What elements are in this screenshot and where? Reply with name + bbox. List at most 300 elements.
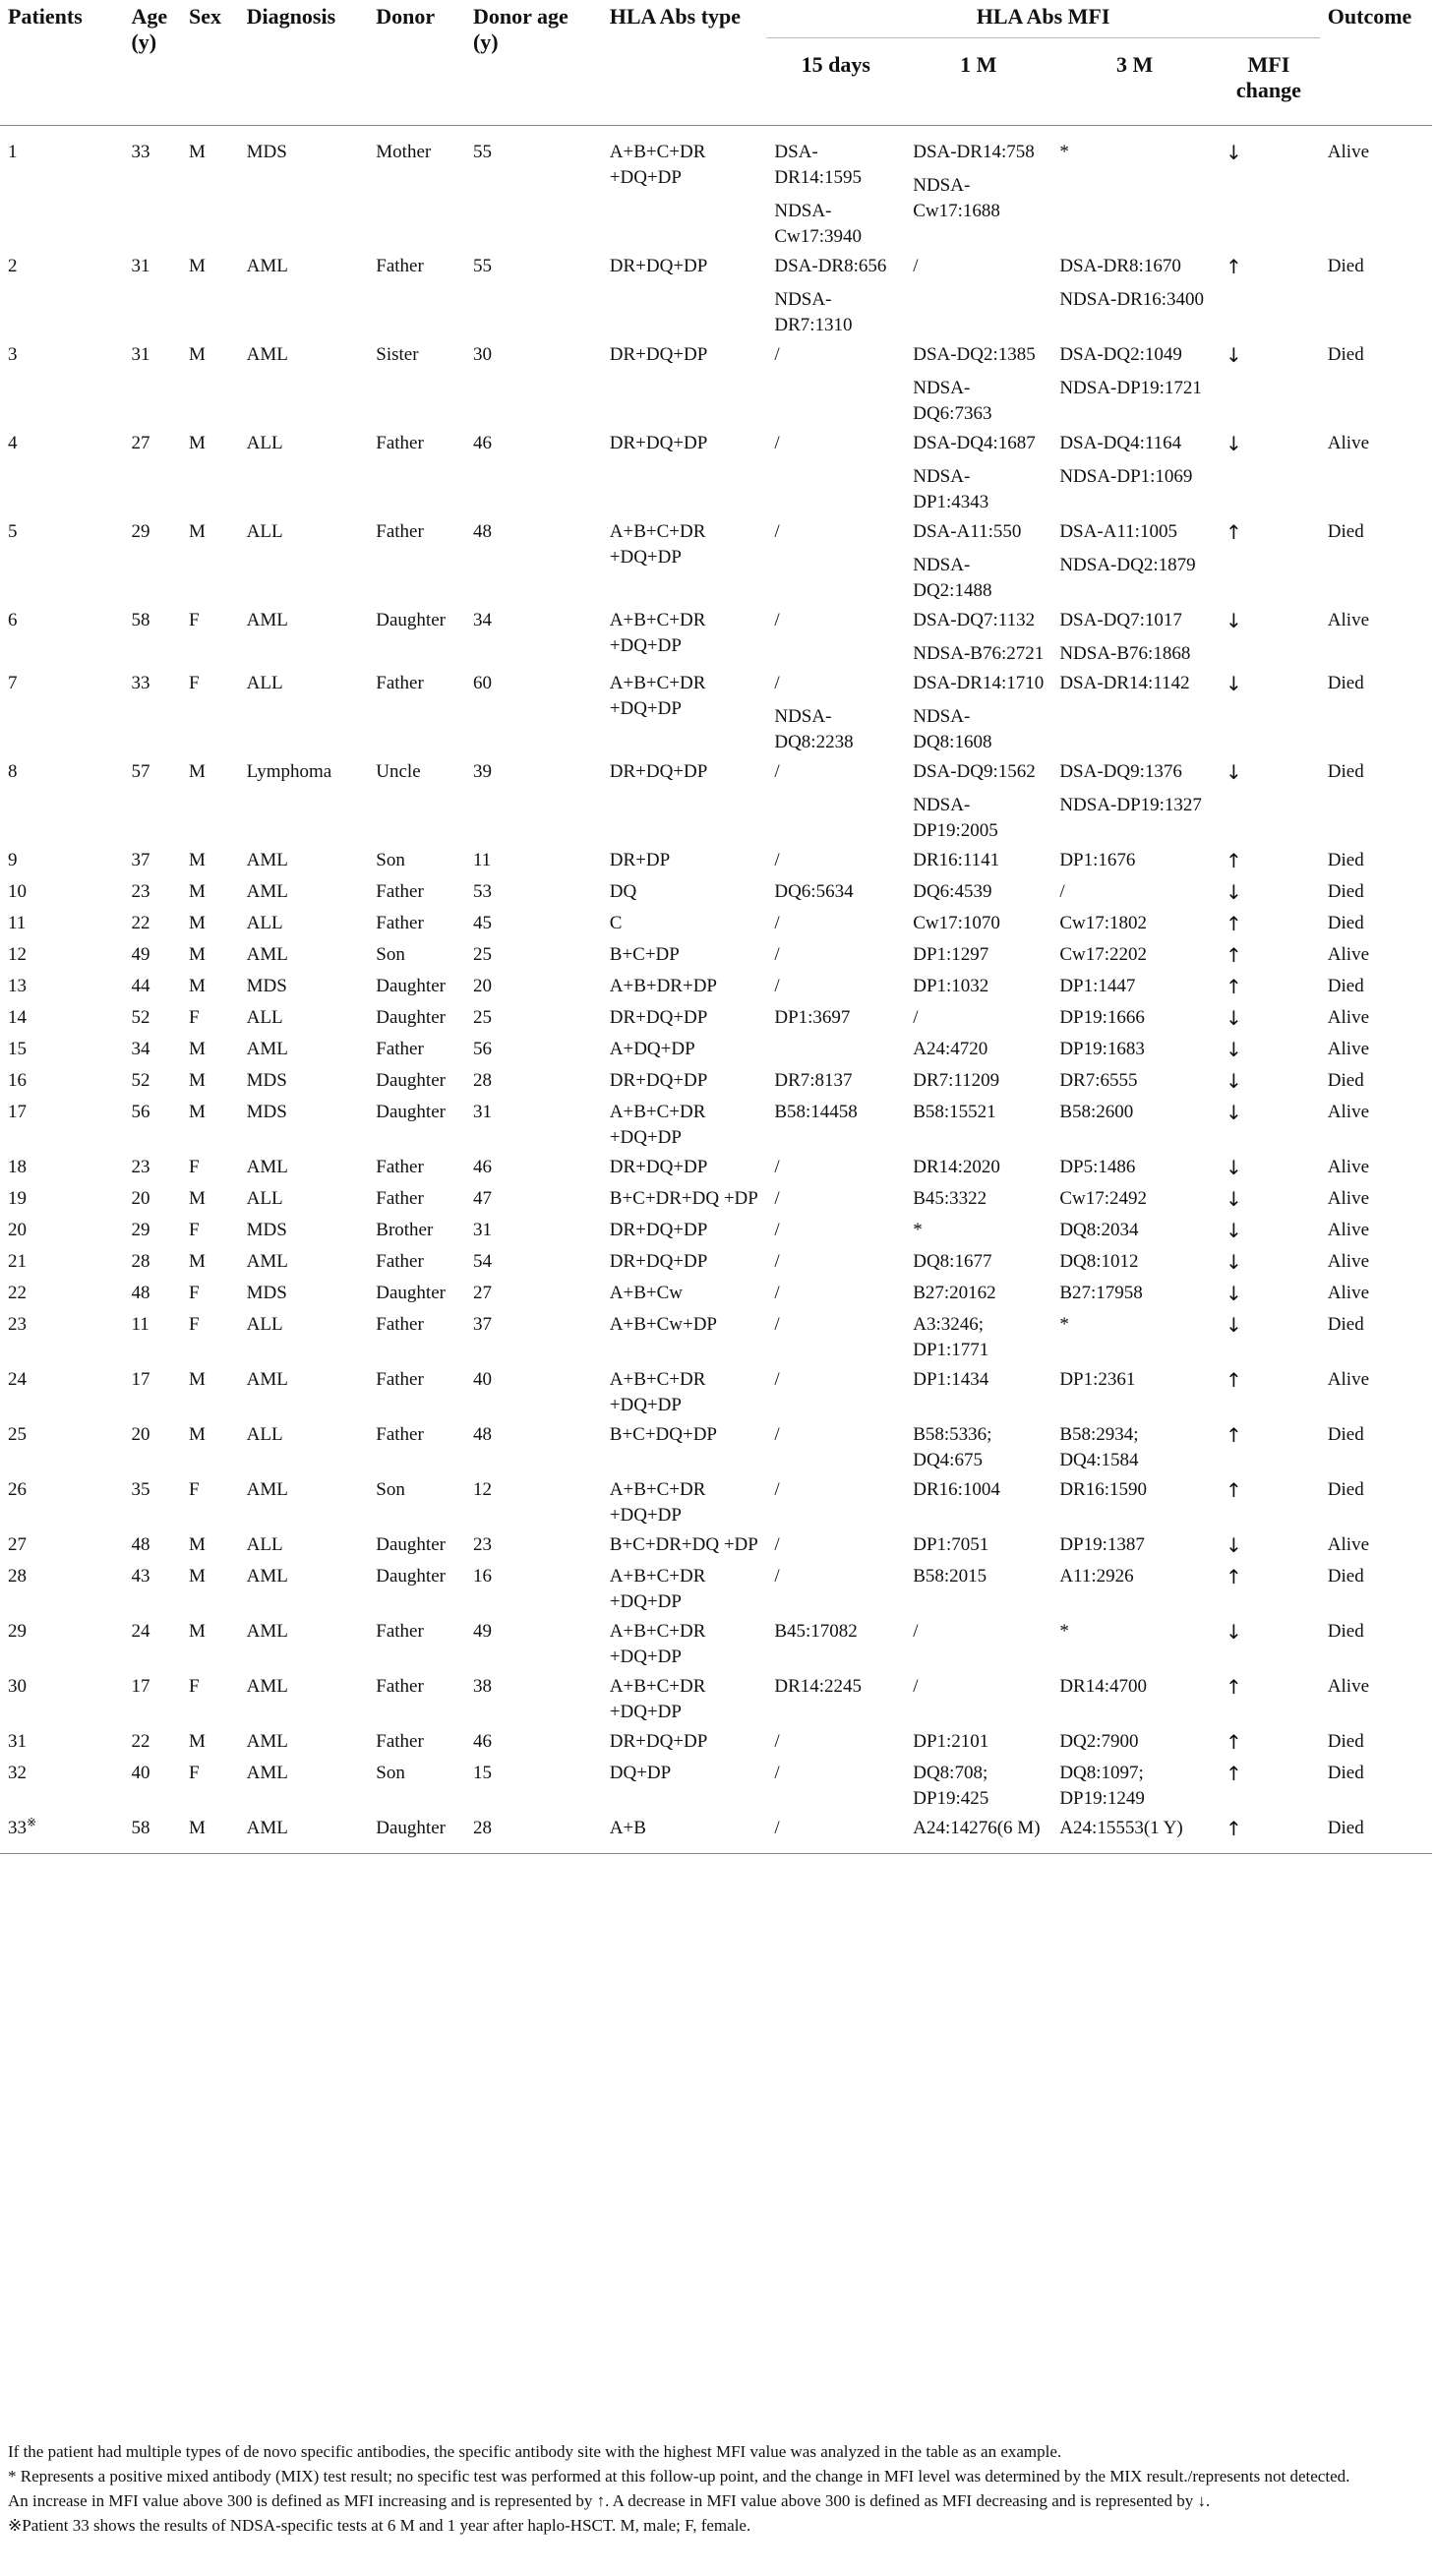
patient-sex: M xyxy=(189,1424,206,1445)
outcome: Died xyxy=(1327,881,1364,902)
donor-relation: Father xyxy=(376,1731,424,1752)
diagnosis-cell xyxy=(239,1066,369,1098)
mfi-1-month-value: / xyxy=(913,256,919,276)
donor-relation-cell xyxy=(368,1035,465,1066)
outcome: Died xyxy=(1327,521,1364,542)
mfi-15-days-value: / xyxy=(774,1369,780,1390)
donor-age-cell xyxy=(465,940,602,972)
patient-sex: F xyxy=(189,1314,200,1335)
mfi-change-cell xyxy=(1218,1003,1320,1035)
patient-sex: M xyxy=(189,256,206,276)
mfi-1-month-value: B45:3322 xyxy=(913,1188,987,1209)
outcome-cell xyxy=(1320,1035,1432,1066)
mfi-1-month-cell xyxy=(905,1672,1051,1727)
patient-sex-cell xyxy=(181,1184,239,1216)
mfi-change-cell xyxy=(1218,429,1320,517)
donor-relation: Uncle xyxy=(376,761,421,782)
mfi-3-months-value: Cw17:2492 xyxy=(1059,1188,1147,1209)
mfi-1-month-cell xyxy=(905,1814,1051,1854)
donor-age-cell xyxy=(465,606,602,669)
mfi-15-days-value: B58:14458 xyxy=(774,1102,858,1122)
patient-id-cell xyxy=(0,1420,123,1475)
donor-age-cell xyxy=(465,1066,602,1098)
diagnosis: AML xyxy=(246,1621,288,1642)
patient-id-cell xyxy=(0,757,123,846)
donor-relation: Daughter xyxy=(376,1070,446,1091)
mfi-15-days-value: / xyxy=(774,1283,780,1303)
mfi-15-days-value: DR14:2245 xyxy=(774,1676,863,1697)
mfi-3-months-value: DP19:1387 xyxy=(1059,1534,1145,1555)
mfi-3-months-cell xyxy=(1051,340,1218,429)
mfi-3-months-cell xyxy=(1051,940,1218,972)
donor-age: 31 xyxy=(472,1220,492,1240)
diagnosis: ALL xyxy=(246,1188,283,1209)
arrow-up-icon: ↑ xyxy=(1225,520,1242,544)
patient-sex-cell xyxy=(181,972,239,1003)
mfi-3-months-value: NDSA-DQ2:1879 xyxy=(1059,555,1196,575)
table-row xyxy=(0,429,1432,517)
arrow-up-icon: ↑ xyxy=(1225,912,1242,935)
outcome-cell xyxy=(1320,340,1432,429)
donor-relation-cell xyxy=(368,340,465,429)
donor-relation-cell xyxy=(368,1420,465,1475)
diagnosis: AML xyxy=(246,344,288,365)
mfi-1-month-value: NDSA-DP19:2005 xyxy=(913,795,998,841)
patient-id-cell xyxy=(0,1153,123,1184)
mfi-15-days-cell xyxy=(766,1530,905,1562)
patient-id: 30 xyxy=(8,1676,27,1697)
patient-sex: M xyxy=(189,1188,206,1209)
patient-age-cell xyxy=(123,1003,181,1035)
patient-id: 7 xyxy=(8,673,18,693)
hla-abs-type: A+B+C+DR +DQ+DP xyxy=(609,1479,706,1526)
diagnosis-cell xyxy=(239,1247,369,1279)
patient-sex-cell xyxy=(181,1617,239,1672)
patient-sex-cell xyxy=(181,429,239,517)
patient-sex: M xyxy=(189,944,206,965)
patient-age: 37 xyxy=(131,850,150,870)
mfi-1-month-value: B58:15521 xyxy=(913,1102,996,1122)
diagnosis: AML xyxy=(246,1479,288,1500)
mfi-15-days-cell xyxy=(766,669,905,757)
patient-id-cell xyxy=(0,1279,123,1310)
arrow-down-icon: ↓ xyxy=(1225,672,1242,695)
mfi-1-month-cell xyxy=(905,972,1051,1003)
patient-sex: F xyxy=(189,1479,200,1500)
outcome-cell xyxy=(1320,1617,1432,1672)
outcome: Alive xyxy=(1327,1157,1370,1177)
patient-age-cell xyxy=(123,606,181,669)
outcome-cell xyxy=(1320,1727,1432,1759)
mfi-1-month-cell xyxy=(905,1184,1051,1216)
mfi-3-months-value: DSA-DQ7:1017 xyxy=(1059,610,1182,630)
mfi-15-days-cell xyxy=(766,1814,905,1854)
patient-id: 12 xyxy=(8,944,27,965)
mfi-change-cell xyxy=(1218,909,1320,940)
outcome-cell xyxy=(1320,1279,1432,1310)
donor-age-cell xyxy=(465,1727,602,1759)
mfi-3-months-value: DP19:1666 xyxy=(1059,1007,1145,1028)
donor-age: 60 xyxy=(472,673,492,693)
mfi-change-cell xyxy=(1218,1279,1320,1310)
patient-id-cell xyxy=(0,517,123,606)
diagnosis-cell xyxy=(239,1420,369,1475)
donor-age: 49 xyxy=(472,1621,492,1642)
patient-id: 14 xyxy=(8,1007,27,1028)
donor-relation: Brother xyxy=(376,1220,434,1240)
outcome: Died xyxy=(1327,1818,1364,1838)
donor-relation: Father xyxy=(376,1369,424,1390)
diagnosis-cell xyxy=(239,1759,369,1814)
patient-id: 9 xyxy=(8,850,18,870)
donor-age: 16 xyxy=(472,1566,492,1587)
footnote: ※Patient 33 shows the results of NDSA-specific tests at 6 M and 1 year after haplo-HSCT. M, male; F, female. xyxy=(8,2516,751,2535)
mfi-15-days-cell xyxy=(766,909,905,940)
donor-age: 12 xyxy=(472,1479,492,1500)
mfi-3-months-value: A11:2926 xyxy=(1059,1566,1134,1587)
donor-age: 46 xyxy=(472,1731,492,1752)
mfi-15-days-value: / xyxy=(774,1731,780,1752)
arrow-up-icon: ↑ xyxy=(1225,943,1242,967)
diagnosis: AML xyxy=(246,256,288,276)
hla-abs-type-cell xyxy=(602,1098,767,1153)
mfi-3-months-cell xyxy=(1051,1003,1218,1035)
diagnosis-cell xyxy=(239,757,369,846)
mfi-1-month-value: DP1:1434 xyxy=(913,1369,989,1390)
outcome-cell xyxy=(1320,1247,1432,1279)
donor-age-cell xyxy=(465,877,602,909)
donor-age-cell xyxy=(465,1475,602,1530)
patient-sex-cell xyxy=(181,1310,239,1365)
mfi-3-months-cell xyxy=(1051,1530,1218,1562)
patient-age-cell xyxy=(123,340,181,429)
mfi-3-months-cell xyxy=(1051,1475,1218,1530)
outcome-cell xyxy=(1320,1672,1432,1727)
hla-abs-type-cell xyxy=(602,606,767,669)
hla-abs-type-cell xyxy=(602,1310,767,1365)
mfi-15-days-value: B45:17082 xyxy=(774,1621,858,1642)
mfi-1-month-value: DR7:11209 xyxy=(913,1070,1000,1091)
mfi-15-days-value: DSA-DR14:1595 xyxy=(774,142,863,188)
outcome-cell xyxy=(1320,1216,1432,1247)
mfi-change-cell xyxy=(1218,1617,1320,1672)
diagnosis-cell xyxy=(239,1562,369,1617)
diagnosis: ALL xyxy=(246,1424,283,1445)
mfi-15-days-cell xyxy=(766,429,905,517)
outcome: Died xyxy=(1327,850,1364,870)
mfi-15-days-cell xyxy=(766,606,905,669)
patient-sex: M xyxy=(189,344,206,365)
patient-id: 26 xyxy=(8,1479,27,1500)
donor-age-cell xyxy=(465,429,602,517)
outcome-cell xyxy=(1320,1310,1432,1365)
mfi-15-days-value: NDSA-DQ8:2238 xyxy=(774,706,854,752)
mfi-1-month-value: * xyxy=(913,1220,923,1240)
table-row xyxy=(0,972,1432,1003)
hla-abs-type: DR+DQ+DP xyxy=(609,344,708,365)
mfi-1-month-value: NDSA-DP1:4343 xyxy=(913,466,989,512)
patient-id-cell xyxy=(0,340,123,429)
mfi-3-months-value: * xyxy=(1059,1314,1069,1335)
table-row xyxy=(0,1216,1432,1247)
table-row xyxy=(0,1814,1432,1854)
mfi-3-months-cell xyxy=(1051,1672,1218,1727)
mfi-1-month-cell xyxy=(905,1098,1051,1153)
outcome-cell xyxy=(1320,909,1432,940)
arrow-up-icon: ↑ xyxy=(1225,849,1242,872)
patient-age: 11 xyxy=(131,1314,150,1335)
patient-age: 17 xyxy=(131,1676,150,1697)
patient-age-cell xyxy=(123,1279,181,1310)
mfi-3-months-value: DP5:1486 xyxy=(1059,1157,1136,1177)
patient-age-cell xyxy=(123,126,181,253)
patient-age: 31 xyxy=(131,256,150,276)
patient-sex-cell xyxy=(181,1365,239,1420)
mfi-change-cell xyxy=(1218,757,1320,846)
outcome: Alive xyxy=(1327,610,1370,630)
mfi-change-cell xyxy=(1218,340,1320,429)
outcome: Died xyxy=(1327,913,1364,933)
outcome-cell xyxy=(1320,1475,1432,1530)
donor-relation-cell xyxy=(368,1727,465,1759)
patient-sex: M xyxy=(189,881,206,902)
header-diagnosis: Diagnosis xyxy=(239,0,369,126)
outcome-cell xyxy=(1320,517,1432,606)
hla-abs-type-cell xyxy=(602,1247,767,1279)
donor-relation-cell xyxy=(368,1279,465,1310)
diagnosis-cell xyxy=(239,517,369,606)
mfi-1-month-value: B27:20162 xyxy=(913,1283,996,1303)
patient-id: 23 xyxy=(8,1314,27,1335)
table-row xyxy=(0,1562,1432,1617)
donor-relation: Father xyxy=(376,1621,424,1642)
donor-age-cell xyxy=(465,757,602,846)
table-row xyxy=(0,1727,1432,1759)
donor-relation: Father xyxy=(376,881,424,902)
arrow-down-icon: ↓ xyxy=(1225,1620,1242,1644)
donor-relation: Daughter xyxy=(376,1566,446,1587)
table-row xyxy=(0,1003,1432,1035)
mfi-3-months-value: DQ8:1097; DP19:1249 xyxy=(1059,1763,1145,1809)
patient-age: 20 xyxy=(131,1188,150,1209)
hla-abs-type: DQ xyxy=(609,881,637,902)
mfi-15-days-cell xyxy=(766,1279,905,1310)
patient-age-cell xyxy=(123,429,181,517)
patient-id-cell xyxy=(0,972,123,1003)
patient-age-cell xyxy=(123,940,181,972)
donor-relation: Daughter xyxy=(376,1007,446,1028)
mfi-3-months-value: B58:2934; DQ4:1584 xyxy=(1059,1424,1139,1470)
mfi-15-days-value: NDSA-DR7:1310 xyxy=(774,289,853,335)
mfi-15-days-value: / xyxy=(774,1314,780,1335)
hla-abs-type: A+B+C+DR +DQ+DP xyxy=(609,673,706,719)
outcome: Died xyxy=(1327,976,1364,996)
mfi-1-month-value: / xyxy=(913,1621,919,1642)
patient-id: 4 xyxy=(8,433,18,453)
mfi-15-days-cell xyxy=(766,1247,905,1279)
donor-relation-cell xyxy=(368,1153,465,1184)
patient-id-cell xyxy=(0,126,123,253)
patient-age: 29 xyxy=(131,1220,150,1240)
mfi-1-month-cell xyxy=(905,1035,1051,1066)
diagnosis-cell xyxy=(239,1475,369,1530)
diagnosis-cell xyxy=(239,1530,369,1562)
hla-abs-type-cell xyxy=(602,1814,767,1854)
patient-sex: F xyxy=(189,1220,200,1240)
donor-relation-cell xyxy=(368,846,465,877)
donor-relation-cell xyxy=(368,1066,465,1098)
mfi-3-months-value: NDSA-DP1:1069 xyxy=(1059,466,1193,487)
mfi-3-months-value: DQ8:1012 xyxy=(1059,1251,1139,1272)
patient-age: 34 xyxy=(131,1039,150,1059)
diagnosis-cell xyxy=(239,126,369,253)
arrow-up-icon: ↑ xyxy=(1225,1423,1242,1447)
mfi-change-cell xyxy=(1218,972,1320,1003)
donor-relation: Daughter xyxy=(376,1102,446,1122)
header-hla-mfi: HLA Abs MFI xyxy=(766,0,1319,38)
patient-sex-cell xyxy=(181,1216,239,1247)
mfi-15-days-value: / xyxy=(774,1251,780,1272)
patient-age-cell xyxy=(123,1184,181,1216)
hla-abs-type: DR+DP xyxy=(609,850,671,870)
outcome: Died xyxy=(1327,1070,1364,1091)
table-row xyxy=(0,1279,1432,1310)
donor-age: 34 xyxy=(472,610,492,630)
outcome: Died xyxy=(1327,256,1364,276)
patient-sex: M xyxy=(189,142,206,162)
donor-relation: Father xyxy=(376,1314,424,1335)
patient-age-cell xyxy=(123,1247,181,1279)
diagnosis: AML xyxy=(246,1369,288,1390)
mfi-3-months-value: DSA-DQ9:1376 xyxy=(1059,761,1182,782)
patient-sex: M xyxy=(189,1731,206,1752)
mfi-15-days-value: / xyxy=(774,913,780,933)
mfi-3-months-value: * xyxy=(1059,142,1069,162)
table-header xyxy=(0,0,1432,126)
donor-relation: Daughter xyxy=(376,976,446,996)
mfi-1-month-cell xyxy=(905,1617,1051,1672)
donor-relation-cell xyxy=(368,1003,465,1035)
patient-age-cell xyxy=(123,1814,181,1854)
outcome: Died xyxy=(1327,1424,1364,1445)
mfi-3-months-value: NDSA-B76:1868 xyxy=(1059,643,1191,664)
patient-sex-cell xyxy=(181,1420,239,1475)
mfi-change-cell xyxy=(1218,517,1320,606)
patient-sex-cell xyxy=(181,126,239,253)
mfi-3-months-value: DSA-A11:1005 xyxy=(1059,521,1177,542)
mfi-1-month-value: DSA-DQ2:1385 xyxy=(913,344,1036,365)
donor-age: 25 xyxy=(472,1007,492,1028)
donor-relation-cell xyxy=(368,757,465,846)
patient-age: 23 xyxy=(131,1157,150,1177)
mfi-15-days-cell xyxy=(766,1184,905,1216)
table-body xyxy=(0,126,1432,1854)
patient-age-cell xyxy=(123,517,181,606)
hla-abs-type: A+B+C+DR +DQ+DP xyxy=(609,1621,706,1667)
patient-age: 33 xyxy=(131,142,150,162)
hla-abs-type: DR+DQ+DP xyxy=(609,433,708,453)
patient-age: 40 xyxy=(131,1763,150,1783)
mfi-15-days-cell xyxy=(766,1672,905,1727)
donor-relation-cell xyxy=(368,940,465,972)
table-row xyxy=(0,1184,1432,1216)
patient-id: 31 xyxy=(8,1731,27,1752)
patient-id-cell xyxy=(0,1216,123,1247)
donor-relation-cell xyxy=(368,1216,465,1247)
hla-abs-type: DR+DQ+DP xyxy=(609,256,708,276)
donor-age-cell xyxy=(465,1617,602,1672)
patient-sex: M xyxy=(189,1070,206,1091)
header-donor-age: Donor age (y) xyxy=(465,0,602,126)
hla-abs-type: B+C+DR+DQ +DP xyxy=(609,1534,758,1555)
patient-age: 48 xyxy=(131,1534,150,1555)
patient-age-cell xyxy=(123,1672,181,1727)
mfi-3-months-cell xyxy=(1051,1617,1218,1672)
patient-age-cell xyxy=(123,1310,181,1365)
patient-id-cell xyxy=(0,1365,123,1420)
patient-id-cell xyxy=(0,1562,123,1617)
patient-sex-cell xyxy=(181,606,239,669)
diagnosis: MDS xyxy=(246,1220,287,1240)
mfi-1-month-cell xyxy=(905,1279,1051,1310)
table-row xyxy=(0,1672,1432,1727)
mfi-1-month-value: DSA-DQ7:1132 xyxy=(913,610,1036,630)
diagnosis: Lymphoma xyxy=(246,761,332,782)
hla-abs-type: A+DQ+DP xyxy=(609,1039,695,1059)
diagnosis: ALL xyxy=(246,1534,283,1555)
patient-age: 57 xyxy=(131,761,150,782)
mfi-1-month-value: NDSA-B76:2721 xyxy=(913,643,1045,664)
patient-age-cell xyxy=(123,1759,181,1814)
mfi-change-cell xyxy=(1218,1216,1320,1247)
diagnosis: ALL xyxy=(246,433,283,453)
patient-sex-cell xyxy=(181,669,239,757)
hla-abs-type-cell xyxy=(602,1216,767,1247)
mfi-1-month-value: DQ8:708; DP19:425 xyxy=(913,1763,989,1809)
patient-age: 48 xyxy=(131,1283,150,1303)
outcome: Died xyxy=(1327,1731,1364,1752)
mfi-3-months-value: / xyxy=(1059,881,1065,902)
diagnosis-cell xyxy=(239,252,369,340)
patient-id: 2 xyxy=(8,256,18,276)
donor-relation: Father xyxy=(376,433,424,453)
mfi-3-months-cell xyxy=(1051,1310,1218,1365)
mfi-15-days-value: / xyxy=(774,610,780,630)
hla-abs-type-cell xyxy=(602,340,767,429)
donor-age-cell xyxy=(465,1279,602,1310)
table-row xyxy=(0,1530,1432,1562)
mfi-1-month-cell xyxy=(905,877,1051,909)
outcome: Alive xyxy=(1327,142,1370,162)
mfi-change-cell xyxy=(1218,1530,1320,1562)
table-row xyxy=(0,1617,1432,1672)
donor-relation-cell xyxy=(368,1759,465,1814)
patient-age-cell xyxy=(123,877,181,909)
outcome-cell xyxy=(1320,757,1432,846)
arrow-up-icon: ↑ xyxy=(1225,1565,1242,1588)
outcome: Alive xyxy=(1327,1102,1370,1122)
patient-age: 17 xyxy=(131,1369,150,1390)
diagnosis: AML xyxy=(246,610,288,630)
table-row xyxy=(0,1098,1432,1153)
diagnosis-cell xyxy=(239,877,369,909)
outcome-cell xyxy=(1320,252,1432,340)
donor-age: 46 xyxy=(472,433,492,453)
mfi-15-days-cell xyxy=(766,1420,905,1475)
hla-abs-type: DR+DQ+DP xyxy=(609,1731,708,1752)
hla-abs-type: DR+DQ+DP xyxy=(609,1007,708,1028)
patient-age: 58 xyxy=(131,610,150,630)
